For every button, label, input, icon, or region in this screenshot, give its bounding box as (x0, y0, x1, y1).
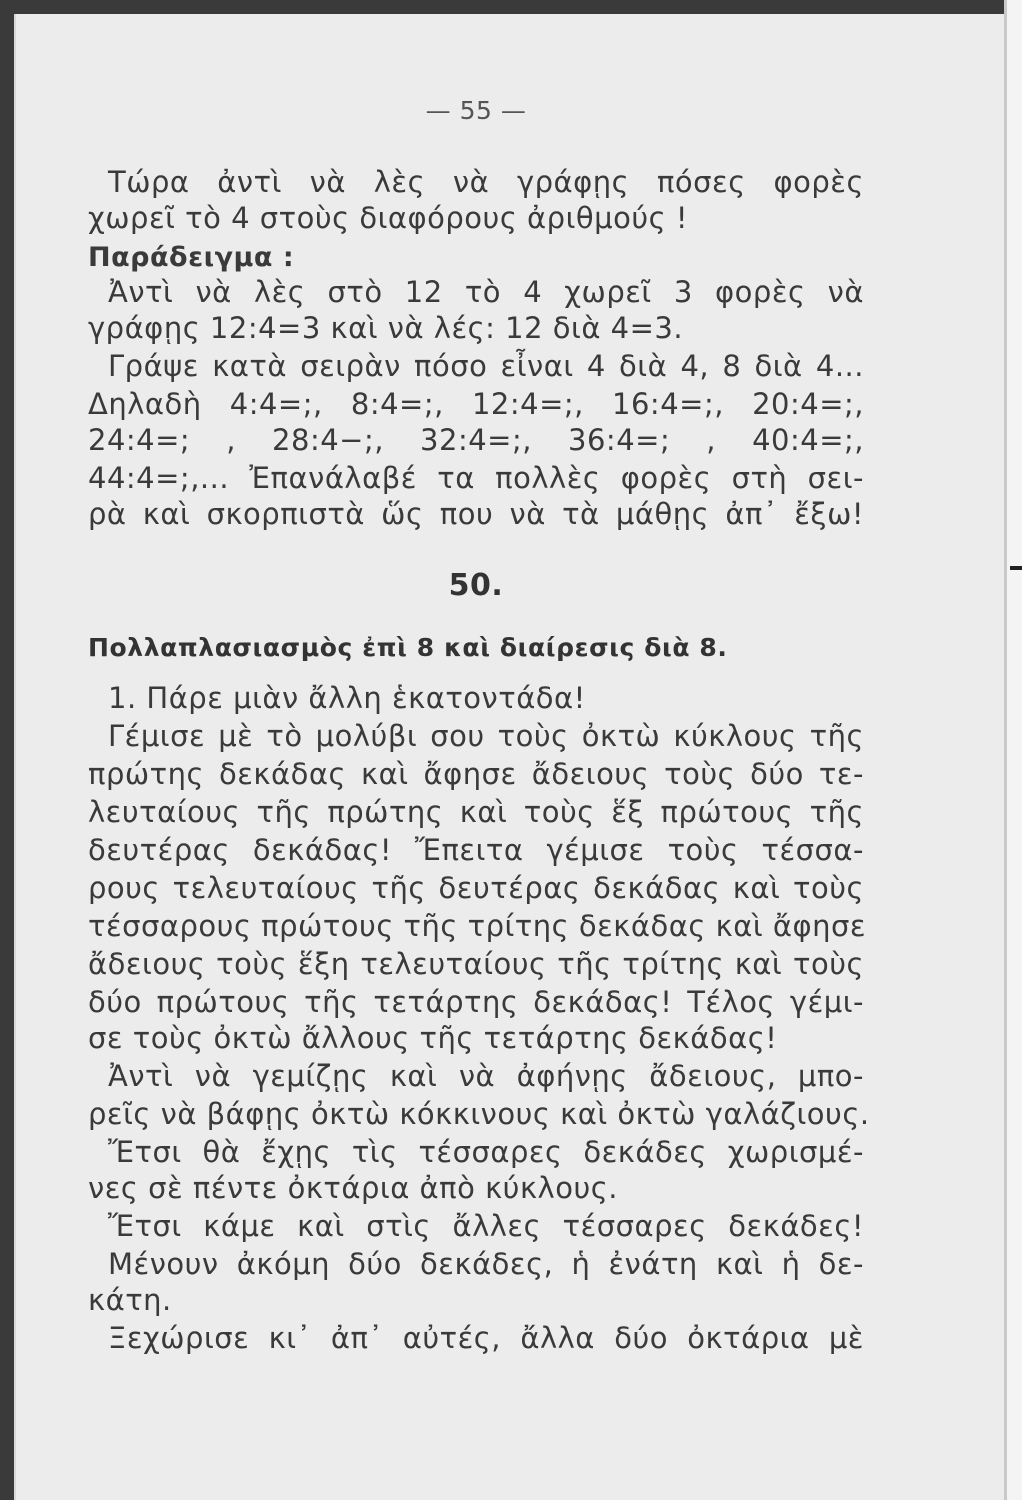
paragraph-line: ρεῖς νὰ βάφῃς ὀκτὼ κόκκινους καὶ ὀκτὼ γαλάζιους. (88, 1097, 870, 1131)
edge-mark (1010, 566, 1022, 570)
paragraph-line: πρώτης δεκάδας καὶ ἄφησε ἄδειους τοὺς δύο τε- (88, 757, 864, 791)
intro-line: Τώρα ἀντὶ νὰ λὲς νὰ γράφῃς πόσες φορὲς (108, 165, 864, 199)
paragraph-line: δύο πρώτους τῆς τετάρτης δεκάδας! Τέλος γέμι- (88, 985, 864, 1019)
scan-top-border (0, 0, 1022, 14)
exercise-line: 44:4=;,... Ἐπανάλαβέ τα πολλὲς φορὲς στὴ σει- (88, 461, 864, 495)
paragraph-line: Ξεχώρισε κι᾽ ἀπ᾽ αὐτές, ἄλλα δύο ὀκτάρια μὲ (108, 1321, 864, 1355)
page-edge (1004, 0, 1022, 1500)
paragraph-line: Ἀντὶ νὰ γεμίζῃς καὶ νὰ ἀφήνῃς ἄδειους, μπο- (108, 1059, 864, 1093)
paragraph-line: Ἔτσι θὰ ἔχῃς τὶς τέσσαρες δεκάδες χωρισμέ- (108, 1135, 864, 1169)
intro-line: χωρεῖ τὸ 4 στοὺς διαφόρους ἀριθμούς ! (88, 201, 688, 235)
exercise-line: ρὰ καὶ σκορπιστὰ ὥς που νὰ τὰ μάθῃς ἀπ᾽ ἔξω! (88, 497, 864, 531)
paragraph-line: λευταίους τῆς πρώτης καὶ τοὺς ἕξ πρώτους τῆς (88, 795, 864, 829)
paragraph-line: ἄδειους τοὺς ἕξη τελευταίους τῆς τρίτης καὶ τοὺς (88, 947, 864, 981)
example-label: Παράδειγμα : (88, 242, 295, 273)
page-number: — 55 — (425, 96, 527, 125)
paragraph-line: Μένουν ἀκόμη δύο δεκάδες, ἡ ἐνάτη καὶ ἡ δε- (108, 1247, 864, 1281)
example-line: γράφῃς 12:4=3 καὶ νὰ λές: 12 διὰ 4=3. (88, 311, 684, 345)
paragraph-line: 1. Πάρε μιὰν ἄλλη ἑκατοντάδα! (108, 681, 586, 715)
section-number: 50. (448, 568, 504, 603)
paragraph-line: Γέμισε μὲ τὸ μολύβι σου τοὺς ὀκτὼ κύκλους τῆς (108, 719, 864, 753)
exercise-line: Γράψε κατὰ σειρὰν πόσο εἶναι 4 διὰ 4, 8 διὰ 4... (108, 349, 864, 383)
paragraph-line: κάτη. (88, 1283, 172, 1317)
paragraph-line: ρους τελευταίους τῆς δευτέρας δεκάδας καὶ τοὺς (88, 871, 864, 905)
paragraph-line: τέσσαρους πρώτους τῆς τρίτης δεκάδας καὶ ἄφησε (88, 909, 867, 943)
paragraph-line: Ἔτσι κάμε καὶ στὶς ἄλλες τέσσαρες δεκάδες! (108, 1209, 864, 1243)
paragraph-line: νες σὲ πέντε ὀκτάρια ἀπὸ κύκλους. (88, 1171, 618, 1205)
paragraph-line: σε τοὺς ὀκτὼ ἄλλους τῆς τετάρτης δεκάδας! (88, 1021, 778, 1055)
paragraph-line: δευτέρας δεκάδας! Ἔπειτα γέμισε τοὺς τέσσα- (88, 833, 864, 867)
example-line: Ἀντὶ νὰ λὲς στὸ 12 τὸ 4 χωρεῖ 3 φορὲς νὰ (108, 275, 864, 309)
exercise-line: Δηλαδὴ 4:4=;, 8:4=;, 12:4=;, 16:4=;, 20:4=;, (88, 387, 864, 421)
section-title: Πολλαπλασιασμὸς ἐπὶ 8 καὶ διαίρεσις διὰ 8. (88, 633, 728, 662)
exercise-line: 24:4=; , 28:4−;, 32:4=;, 36:4=; , 40:4=;, (88, 423, 864, 457)
